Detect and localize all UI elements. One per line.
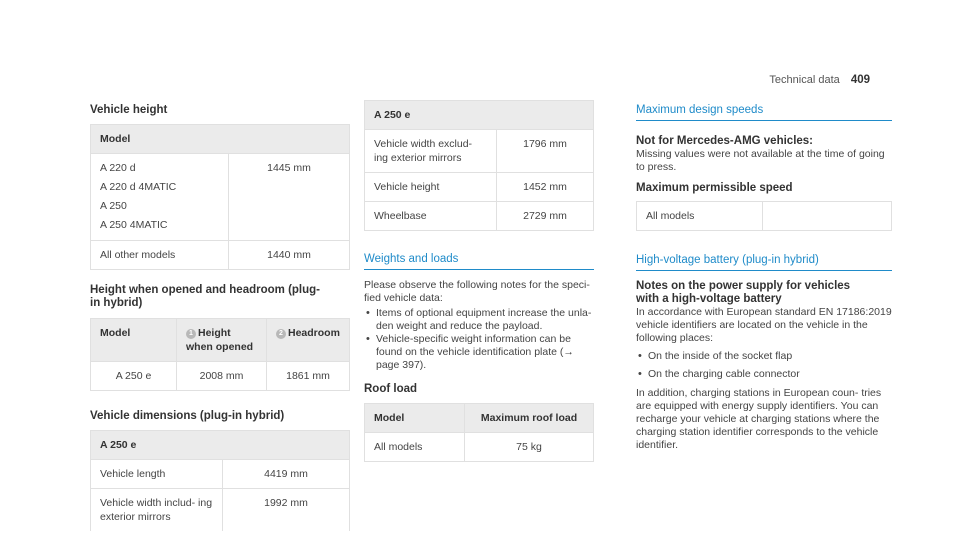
rl-header-model: Model — [365, 404, 465, 433]
column-left — [90, 100, 350, 531]
column-right — [636, 100, 892, 452]
vh-model: A 250 4MATIC — [100, 219, 168, 231]
vd-row-label: Vehicle width includ- ing exterior mirrors — [91, 489, 223, 532]
weights-loads-list — [364, 307, 594, 372]
hv-battery-title: High-voltage battery (plug-in hybrid) — [636, 253, 892, 271]
weights-loads-title: Weights and loads — [364, 252, 594, 270]
page-header — [769, 74, 870, 86]
height-opened-table — [90, 318, 350, 391]
ho-row-height: 2008 mm — [177, 362, 267, 391]
roof-load-title: Roof load — [364, 383, 418, 395]
vh-header-model: Model — [91, 125, 350, 154]
vh-other-value: 1440 mm — [229, 241, 350, 270]
list-item: • Items of optional equipment increase the unla- den weight and reduce the payload. — [364, 307, 594, 333]
page-number: 409 — [850, 74, 870, 86]
vd2-row-label: Wheelbase — [365, 202, 497, 231]
ho-header-model: Model — [91, 319, 177, 362]
list-item: • On the charging cable connector — [636, 365, 892, 383]
hv-battery-intro: In accordance with European standard EN 17186:2019 vehicle identifiers are located on the vehicle in the following places: — [636, 306, 892, 344]
mps-row-label: All models — [637, 202, 763, 231]
list-item: • On the inside of the socket flap — [636, 347, 892, 365]
amg-note-text: Missing values were not available at the time of going to press. — [636, 148, 885, 173]
vehicle-height-title: Vehicle height — [90, 104, 168, 116]
vd-header: A 250 e — [91, 431, 350, 460]
callout-2-icon: 2 — [276, 329, 286, 339]
vehicle-dimensions-title: Vehicle dimensions (plug-in hybrid) — [90, 410, 285, 422]
vehicle-dimensions-table-cont — [364, 100, 594, 231]
max-design-speeds-title: Maximum design speeds — [636, 103, 892, 121]
hv-battery-outro: In addition, charging stations in European coun- tries are equipped with energy supply identifiers. You can recharge your vehicle at charging stations where the charging station identifier corresponds to the vehicle identifier. — [636, 387, 882, 451]
list-item: • Vehicle-specific weight information can be found on the vehicle identification plate (→ page 397). — [364, 333, 594, 372]
vh-model: A 220 d 4MATIC — [100, 181, 177, 193]
rl-header-value: Maximum roof load — [465, 404, 594, 433]
ho-header-height: 1 Height when opened — [177, 319, 267, 362]
vd2-header: A 250 e — [365, 101, 594, 130]
column-middle — [364, 100, 594, 462]
height-opened-title: Height when opened and headroom (plug-in hybrid) — [90, 284, 320, 309]
vh-other-label: All other models — [91, 241, 229, 270]
max-permissible-speed-title: Maximum permissible speed — [636, 182, 793, 194]
vehicle-height-table — [90, 124, 350, 270]
vh-models-cell — [91, 154, 229, 241]
mps-row-value — [763, 202, 892, 231]
callout-1-icon: 1 — [186, 329, 196, 339]
vd-row-label: Vehicle length — [91, 460, 223, 489]
weights-loads-intro: Please observe the following notes for the speci- fied vehicle data: — [364, 279, 590, 304]
roof-load-table — [364, 403, 594, 462]
vh-model: A 220 d — [100, 162, 136, 174]
rl-row-model: All models — [365, 433, 465, 462]
section-title: Technical data — [769, 74, 840, 86]
ho-header-headroom: 2 Headroom — [267, 319, 350, 362]
rl-row-value: 75 kg — [465, 433, 594, 462]
vd2-row-label: Vehicle height — [365, 173, 497, 202]
vh-models-value: 1445 mm — [229, 154, 350, 241]
ho-row-model: A 250 e — [91, 362, 177, 391]
vd2-row-value: 1452 mm — [497, 173, 594, 202]
ho-row-headroom: 1861 mm — [267, 362, 350, 391]
vd-row-value: 4419 mm — [223, 460, 350, 489]
max-permissible-speed-table — [636, 201, 892, 231]
vd2-row-value: 1796 mm — [497, 130, 594, 173]
vd-row-value: 1992 mm — [223, 489, 350, 532]
vehicle-dimensions-table — [90, 430, 350, 531]
hv-battery-subtitle: Notes on the power supply for vehicles with a high-voltage battery — [636, 280, 851, 305]
vh-model: A 250 — [100, 200, 127, 212]
hv-battery-list — [636, 347, 892, 383]
amg-note-title: Not for Mercedes-AMG vehicles: — [636, 135, 814, 147]
vd2-row-value: 2729 mm — [497, 202, 594, 231]
vd2-row-label: Vehicle width exclud- ing exterior mirrors — [365, 130, 497, 173]
